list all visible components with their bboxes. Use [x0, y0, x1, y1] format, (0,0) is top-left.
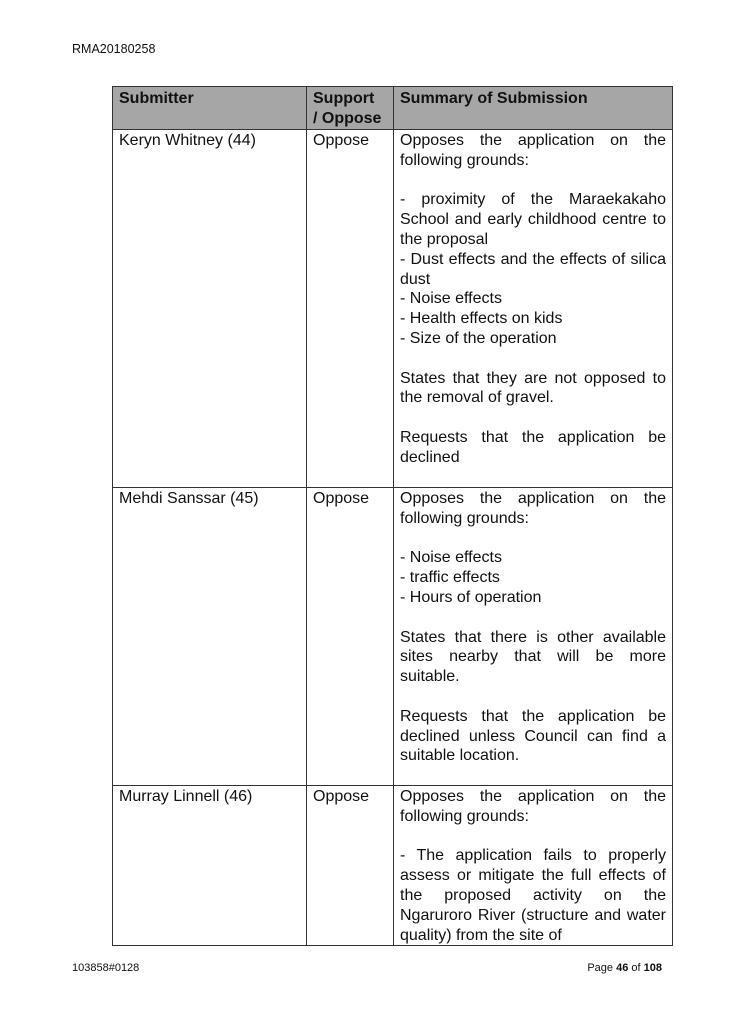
- summary-point: - Noise effects: [400, 549, 502, 567]
- submitter-cell: Murray Linnell (46): [113, 786, 307, 946]
- summary-points: [400, 190, 666, 348]
- summary-intro: Opposes the application on the following grounds:: [400, 132, 666, 169]
- summary-point: - Size of the operation: [400, 329, 557, 347]
- page-current: 46: [616, 962, 629, 974]
- position-cell: Oppose: [307, 130, 394, 488]
- summary-point: - Noise effects: [400, 290, 502, 308]
- submitter-cell: Keryn Whitney (44): [113, 130, 307, 488]
- table-row: [113, 786, 673, 946]
- page-prefix: Page: [587, 962, 614, 974]
- summary-request: Requests that the application be declined unless Council can find a suitable location.: [400, 707, 666, 765]
- summary-statement: States that they are not opposed to the removal of gravel.: [400, 369, 666, 407]
- submissions-table: [112, 86, 673, 946]
- summary-point: - The application fails to properly assess or mitigate the full effects of the proposed activity on the Ngaruroro River (structure and water quality) from the site of: [400, 847, 666, 944]
- table-row: [113, 130, 673, 488]
- header-submitter: Submitter: [113, 87, 307, 130]
- summary-intro: Opposes the application on the following grounds:: [400, 788, 666, 825]
- summary-cell: [394, 130, 673, 488]
- submitter-cell: Mehdi Sanssar (45): [113, 488, 307, 786]
- header-summary: Summary of Submission: [394, 87, 673, 130]
- position-cell: Oppose: [307, 786, 394, 946]
- header-support-oppose: [307, 87, 394, 130]
- footer-document-number: 103858#0128: [72, 962, 140, 974]
- summary-intro: Opposes the application on the following grounds:: [400, 490, 666, 527]
- position-cell: Oppose: [307, 488, 394, 786]
- summary-cell: [394, 488, 673, 786]
- summary-point: - traffic effects: [400, 569, 500, 587]
- summary-point: - Dust effects and the effects of silica dust: [400, 250, 666, 288]
- table-header-row: [113, 87, 673, 130]
- summary-point: - proximity of the Maraekakaho School and early childhood centre to the proposal: [400, 191, 666, 248]
- summary-point: - Health effects on kids: [400, 310, 563, 328]
- table-row: [113, 488, 673, 786]
- summary-request: Requests that the application be declined: [400, 428, 666, 466]
- header-support-line2: / Oppose: [313, 110, 382, 127]
- page-of: of: [631, 962, 641, 974]
- page-total: 108: [643, 962, 662, 974]
- footer-page-number: [587, 962, 662, 974]
- summary-point: - Hours of operation: [400, 588, 542, 606]
- summary-cell: [394, 786, 673, 946]
- document-reference: RMA20180258: [72, 42, 156, 56]
- summary-statement: States that there is other available sites nearby that will be more suitable.: [400, 628, 666, 686]
- summary-points: [400, 548, 666, 607]
- header-support-line1: Support: [313, 90, 375, 107]
